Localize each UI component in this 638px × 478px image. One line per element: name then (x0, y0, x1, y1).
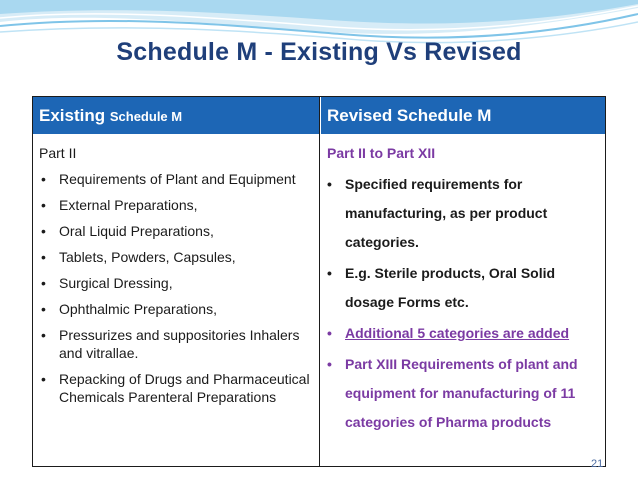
list-item: • Requirements of Plant and Equipment (39, 170, 311, 188)
list-item: • Oral Liquid Preparations, (39, 222, 311, 240)
list-item: • Pressurizes and suppositories Inhalers and vitrallae. (39, 326, 311, 362)
slide-title: Schedule M - Existing Vs Revised (116, 38, 522, 66)
header-existing-main: Existing (39, 106, 106, 125)
header-existing (33, 97, 318, 134)
list-item: • Repacking of Drugs and Pharmaceutical Chemicals Parenteral Preparations (39, 370, 311, 406)
existing-column (33, 138, 319, 414)
list-item: • Surgical Dressing, (39, 274, 311, 292)
revised-part-label: Part II to Part XII (327, 145, 436, 161)
list-item: • Tablets, Powders, Capsules, (39, 248, 311, 266)
list-item: • External Preparations, (39, 196, 311, 214)
existing-list (39, 170, 311, 406)
list-item-highlight: • Part XIII Requirements of plant and equipment for manufacturing of 11 categories of Pharma products (327, 356, 578, 430)
list-item: • Ophthalmic Preparations, (39, 300, 311, 318)
list-item-highlight: • Additional 5 categories are added (327, 325, 570, 341)
header-existing-sub: Schedule M (109, 109, 183, 124)
existing-part-label: Part II (39, 145, 77, 161)
page-number: 21 (591, 458, 604, 470)
comparison-table (32, 96, 606, 467)
header-revised: Revised Schedule M (320, 97, 607, 134)
list-item: • E.g. Sterile products, Oral Solid dosage Forms etc. (327, 265, 556, 310)
revised-list (327, 170, 599, 437)
revised-column (320, 138, 607, 439)
list-item: • Specified requirements for manufacturing, as per product categories. (327, 176, 548, 250)
